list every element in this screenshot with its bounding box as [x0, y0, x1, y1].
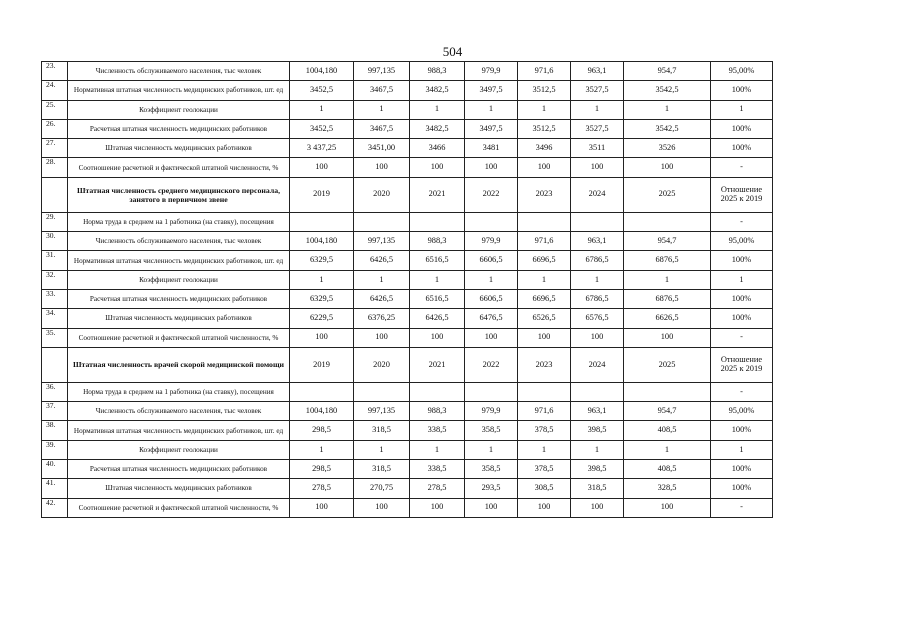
value-cell	[624, 382, 711, 401]
value-cell: 979,9	[465, 232, 518, 251]
value-cell: 979,9	[465, 62, 518, 81]
value-cell	[410, 212, 465, 231]
value-cell: 100	[518, 328, 571, 347]
table-row	[42, 289, 773, 308]
year-header-cell: 2021	[410, 177, 465, 212]
indicator-name: Коэффициент геолокации	[68, 440, 290, 459]
value-cell: 988,3	[410, 62, 465, 81]
value-cell: 1	[465, 440, 518, 459]
value-cell: 100	[354, 328, 410, 347]
value-cell: 3526	[624, 139, 711, 158]
row-number: 41.	[42, 479, 68, 498]
table-row	[42, 270, 773, 289]
value-cell: 997,135	[354, 62, 410, 81]
value-cell: 278,5	[290, 479, 354, 498]
indicator-name: Численность обслуживаемого населения, тыс человек	[68, 402, 290, 421]
value-cell: 308,5	[518, 479, 571, 498]
table-row	[42, 309, 773, 328]
value-cell: 408,5	[624, 460, 711, 479]
value-cell: 1	[518, 100, 571, 119]
table-row	[42, 232, 773, 251]
value-cell: 1	[354, 270, 410, 289]
value-cell: 6426,5	[354, 289, 410, 308]
table-row	[42, 81, 773, 100]
value-cell	[571, 382, 624, 401]
value-cell: 338,5	[410, 421, 465, 440]
table-row	[42, 479, 773, 498]
value-cell: 3497,5	[465, 81, 518, 100]
value-cell: 3527,5	[571, 81, 624, 100]
indicator-name: Соотношение расчетной и фактической штатной численности, %	[68, 158, 290, 177]
value-cell: 3512,5	[518, 81, 571, 100]
row-number: 34.	[42, 309, 68, 328]
table-row	[42, 62, 773, 81]
ratio-cell: 100%	[711, 309, 773, 328]
ratio-header-cell: Отношение 2025 к 2019	[711, 177, 773, 212]
value-cell	[410, 382, 465, 401]
table-body	[42, 62, 773, 518]
value-cell: 6696,5	[518, 251, 571, 270]
indicator-name: Расчетная штатная численность медицинских работников	[68, 460, 290, 479]
value-cell: 1	[465, 270, 518, 289]
value-cell: 100	[624, 328, 711, 347]
table-row	[42, 119, 773, 138]
value-cell: 3497,5	[465, 119, 518, 138]
value-cell: 100	[465, 498, 518, 517]
value-cell: 6606,5	[465, 289, 518, 308]
indicator-name: Коэффициент геолокации	[68, 270, 290, 289]
value-cell: 954,7	[624, 62, 711, 81]
value-cell: 100	[290, 328, 354, 347]
ratio-cell: 100%	[711, 421, 773, 440]
value-cell: 988,3	[410, 402, 465, 421]
ratio-cell: 100%	[711, 251, 773, 270]
value-cell: 6876,5	[624, 289, 711, 308]
value-cell: 100	[465, 328, 518, 347]
row-number: 37.	[42, 402, 68, 421]
value-cell: 3512,5	[518, 119, 571, 138]
indicator-name: Соотношение расчетной и фактической штатной численности, %	[68, 328, 290, 347]
value-cell: 1	[290, 440, 354, 459]
year-header-cell: 2024	[571, 177, 624, 212]
year-header-cell: 2022	[465, 347, 518, 382]
value-cell: 1	[290, 270, 354, 289]
value-cell: 1	[571, 440, 624, 459]
value-cell: 6606,5	[465, 251, 518, 270]
ratio-cell: 1	[711, 270, 773, 289]
section-header-row	[42, 347, 773, 382]
year-header-cell: 2025	[624, 177, 711, 212]
staffing-table	[41, 61, 773, 518]
row-number: 26.	[42, 119, 68, 138]
value-cell: 963,1	[571, 402, 624, 421]
year-header-cell: 2020	[354, 177, 410, 212]
value-cell: 3511	[571, 139, 624, 158]
table-row	[42, 440, 773, 459]
indicator-name: Соотношение расчетной и фактической штатной численности, %	[68, 498, 290, 517]
ratio-cell: -	[711, 328, 773, 347]
ratio-header-cell: Отношение 2025 к 2019	[711, 347, 773, 382]
value-cell: 1	[410, 100, 465, 119]
value-cell: 1	[571, 100, 624, 119]
value-cell: 6329,5	[290, 251, 354, 270]
value-cell: 100	[354, 498, 410, 517]
value-cell: 100	[410, 498, 465, 517]
value-cell	[624, 212, 711, 231]
value-cell: 1	[518, 440, 571, 459]
ratio-cell: 100%	[711, 81, 773, 100]
row-number: 25.	[42, 100, 68, 119]
table-row	[42, 421, 773, 440]
value-cell: 100	[518, 158, 571, 177]
value-cell	[571, 212, 624, 231]
indicator-name: Численность обслуживаемого населения, тыс человек	[68, 232, 290, 251]
ratio-cell: 100%	[711, 139, 773, 158]
year-header-cell: 2023	[518, 347, 571, 382]
value-cell: 3467,5	[354, 119, 410, 138]
value-cell: 6516,5	[410, 251, 465, 270]
value-cell: 1004,180	[290, 232, 354, 251]
value-cell: 963,1	[571, 232, 624, 251]
value-cell	[518, 212, 571, 231]
year-header-cell: 2024	[571, 347, 624, 382]
value-cell: 6426,5	[354, 251, 410, 270]
value-cell: 6786,5	[571, 289, 624, 308]
row-number: 40.	[42, 460, 68, 479]
year-header-cell: 2025	[624, 347, 711, 382]
value-cell: 3452,5	[290, 119, 354, 138]
section-title: Штатная численность врачей скорой медицинской помощи	[68, 347, 290, 382]
value-cell: 3482,5	[410, 81, 465, 100]
value-cell: 1	[410, 440, 465, 459]
section-title: Штатная численность среднего медицинского персонала, занятого в первичном звене	[68, 177, 290, 212]
value-cell: 997,135	[354, 232, 410, 251]
ratio-cell: 1	[711, 100, 773, 119]
row-number: 35.	[42, 328, 68, 347]
value-cell: 398,5	[571, 421, 624, 440]
value-cell: 3467,5	[354, 81, 410, 100]
ratio-cell: 95,00%	[711, 232, 773, 251]
indicator-name: Численность обслуживаемого населения, тыс человек	[68, 62, 290, 81]
value-cell	[465, 382, 518, 401]
value-cell: 6476,5	[465, 309, 518, 328]
value-cell: 1	[410, 270, 465, 289]
indicator-name: Нормативная штатная численность медицинских работников, шт. ед	[68, 421, 290, 440]
row-number: 33.	[42, 289, 68, 308]
value-cell: 963,1	[571, 62, 624, 81]
value-cell: 100	[410, 158, 465, 177]
row-number: 31.	[42, 251, 68, 270]
value-cell: 971,6	[518, 402, 571, 421]
table-row	[42, 139, 773, 158]
year-header-cell: 2019	[290, 177, 354, 212]
indicator-name: Штатная численность медицинских работников	[68, 309, 290, 328]
value-cell: 398,5	[571, 460, 624, 479]
row-number: 38.	[42, 421, 68, 440]
ratio-cell: -	[711, 498, 773, 517]
value-cell: 408,5	[624, 421, 711, 440]
value-cell: 100	[571, 498, 624, 517]
value-cell: 997,135	[354, 402, 410, 421]
year-header-cell: 2022	[465, 177, 518, 212]
row-number: 24.	[42, 81, 68, 100]
table-row	[42, 402, 773, 421]
value-cell: 298,5	[290, 421, 354, 440]
section-header-row	[42, 177, 773, 212]
value-cell: 318,5	[354, 460, 410, 479]
value-cell: 3 437,25	[290, 139, 354, 158]
value-cell: 298,5	[290, 460, 354, 479]
table-row	[42, 158, 773, 177]
value-cell: 100	[354, 158, 410, 177]
ratio-cell: 1	[711, 440, 773, 459]
row-number: 32.	[42, 270, 68, 289]
indicator-name: Норма труда в среднем на 1 работника (на ставку), посещения	[68, 212, 290, 231]
value-cell: 1	[354, 100, 410, 119]
value-cell: 6786,5	[571, 251, 624, 270]
table-row	[42, 328, 773, 347]
value-cell: 100	[290, 158, 354, 177]
value-cell: 6876,5	[624, 251, 711, 270]
value-cell: 100	[465, 158, 518, 177]
value-cell: 954,7	[624, 402, 711, 421]
row-number	[42, 347, 68, 382]
value-cell: 100	[518, 498, 571, 517]
value-cell: 1004,180	[290, 402, 354, 421]
year-header-cell: 2019	[290, 347, 354, 382]
value-cell: 6426,5	[410, 309, 465, 328]
value-cell: 954,7	[624, 232, 711, 251]
value-cell	[290, 212, 354, 231]
value-cell	[354, 382, 410, 401]
row-number: 23.	[42, 62, 68, 81]
ratio-cell: 95,00%	[711, 402, 773, 421]
value-cell: 378,5	[518, 460, 571, 479]
year-header-cell: 2021	[410, 347, 465, 382]
value-cell: 6516,5	[410, 289, 465, 308]
year-header-cell: 2020	[354, 347, 410, 382]
row-number: 29.	[42, 212, 68, 231]
value-cell: 3542,5	[624, 81, 711, 100]
indicator-name: Расчетная штатная численность медицинских работников	[68, 289, 290, 308]
value-cell: 971,6	[518, 232, 571, 251]
indicator-name: Нормативная штатная численность медицинских работников, шт. ед	[68, 81, 290, 100]
value-cell: 6376,25	[354, 309, 410, 328]
ratio-cell: -	[711, 212, 773, 231]
value-cell: 3481	[465, 139, 518, 158]
value-cell: 6576,5	[571, 309, 624, 328]
indicator-name: Расчетная штатная численность медицинских работников	[68, 119, 290, 138]
table-row	[42, 460, 773, 479]
value-cell: 100	[624, 498, 711, 517]
value-cell	[354, 212, 410, 231]
row-number: 30.	[42, 232, 68, 251]
row-number: 42.	[42, 498, 68, 517]
value-cell: 6329,5	[290, 289, 354, 308]
value-cell: 979,9	[465, 402, 518, 421]
ratio-cell: -	[711, 158, 773, 177]
table-row	[42, 251, 773, 270]
value-cell: 318,5	[571, 479, 624, 498]
value-cell: 1	[465, 100, 518, 119]
value-cell: 1	[624, 270, 711, 289]
value-cell: 100	[410, 328, 465, 347]
ratio-cell: 100%	[711, 119, 773, 138]
value-cell: 988,3	[410, 232, 465, 251]
value-cell: 358,5	[465, 460, 518, 479]
value-cell: 1	[354, 440, 410, 459]
row-number: 27.	[42, 139, 68, 158]
value-cell: 3482,5	[410, 119, 465, 138]
value-cell: 6696,5	[518, 289, 571, 308]
ratio-cell: 95,00%	[711, 62, 773, 81]
row-number: 28.	[42, 158, 68, 177]
value-cell: 278,5	[410, 479, 465, 498]
value-cell: 1004,180	[290, 62, 354, 81]
indicator-name: Нормативная штатная численность медицинских работников, шт. ед	[68, 251, 290, 270]
table-row	[42, 212, 773, 231]
ratio-cell: 100%	[711, 460, 773, 479]
table-row	[42, 382, 773, 401]
value-cell	[465, 212, 518, 231]
indicator-name: Норма труда в среднем на 1 работника (на ставку), посещения	[68, 382, 290, 401]
value-cell: 3542,5	[624, 119, 711, 138]
row-number: 39.	[42, 440, 68, 459]
indicator-name: Штатная численность медицинских работников	[68, 139, 290, 158]
value-cell: 6626,5	[624, 309, 711, 328]
table-row	[42, 498, 773, 517]
value-cell: 6526,5	[518, 309, 571, 328]
indicator-name: Штатная численность медицинских работников	[68, 479, 290, 498]
value-cell: 1	[518, 270, 571, 289]
value-cell: 1	[624, 440, 711, 459]
value-cell: 3466	[410, 139, 465, 158]
table-row	[42, 100, 773, 119]
indicator-name: Коэффициент геолокации	[68, 100, 290, 119]
value-cell: 971,6	[518, 62, 571, 81]
value-cell: 318,5	[354, 421, 410, 440]
value-cell: 100	[571, 158, 624, 177]
value-cell: 378,5	[518, 421, 571, 440]
ratio-cell: 100%	[711, 479, 773, 498]
page-number: 504	[442, 44, 463, 59]
value-cell: 3496	[518, 139, 571, 158]
value-cell: 100	[624, 158, 711, 177]
year-header-cell: 2023	[518, 177, 571, 212]
value-cell: 338,5	[410, 460, 465, 479]
value-cell: 1	[624, 100, 711, 119]
value-cell: 358,5	[465, 421, 518, 440]
ratio-cell: -	[711, 382, 773, 401]
ratio-cell: 100%	[711, 289, 773, 308]
row-number: 36.	[42, 382, 68, 401]
value-cell: 3452,5	[290, 81, 354, 100]
value-cell	[518, 382, 571, 401]
value-cell: 3451,00	[354, 139, 410, 158]
value-cell	[290, 382, 354, 401]
row-number	[42, 177, 68, 212]
value-cell: 100	[571, 328, 624, 347]
value-cell: 293,5	[465, 479, 518, 498]
value-cell: 1	[571, 270, 624, 289]
value-cell: 270,75	[354, 479, 410, 498]
value-cell: 6229,5	[290, 309, 354, 328]
value-cell: 328,5	[624, 479, 711, 498]
value-cell: 1	[290, 100, 354, 119]
value-cell: 100	[290, 498, 354, 517]
value-cell: 3527,5	[571, 119, 624, 138]
